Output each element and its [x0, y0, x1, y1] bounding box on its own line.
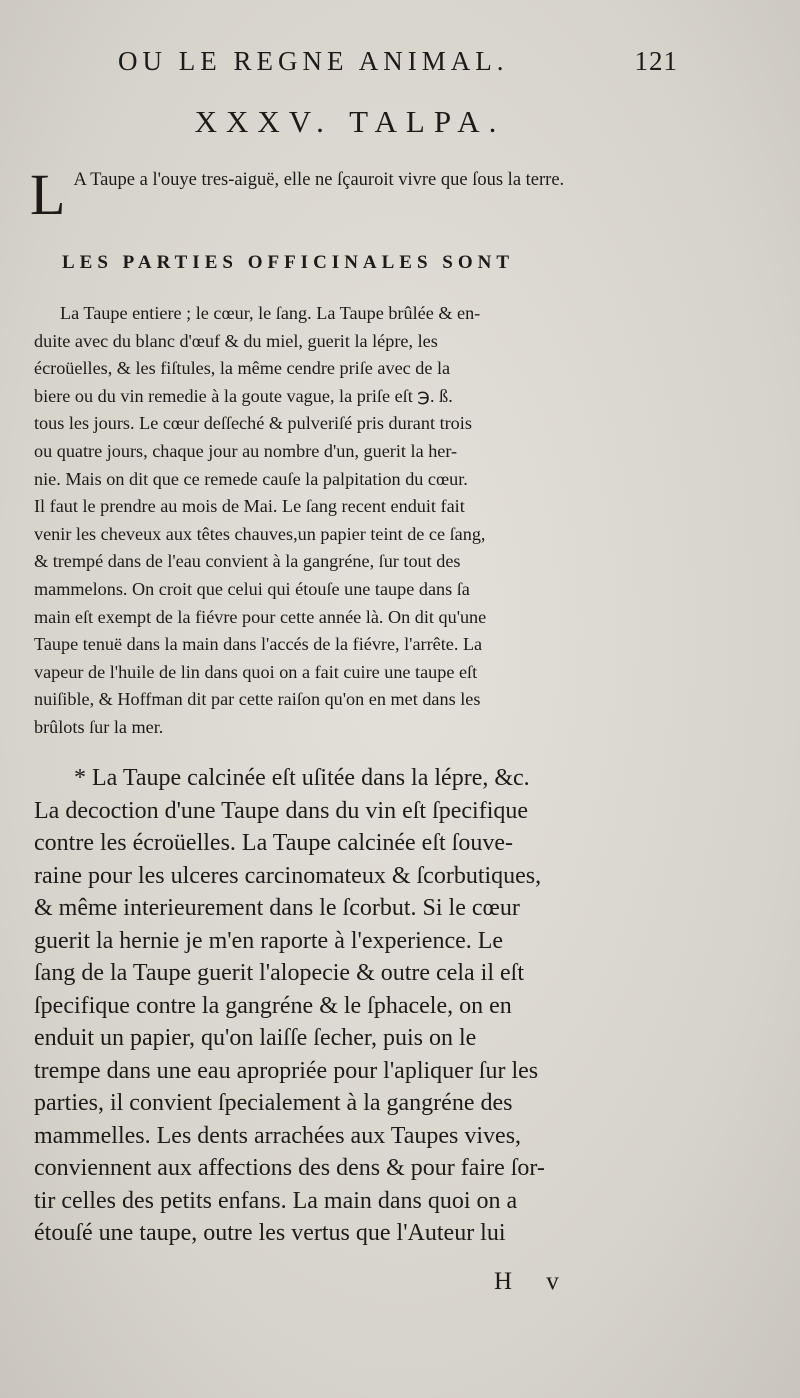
note-line: mammelles. Les dents arrachées aux Taupes vives, [34, 1122, 522, 1149]
text-line: biere ou du vin remedie à la goute vague, la priſe eſt ℈. ß. [34, 385, 453, 406]
translator-note [34, 762, 696, 1250]
note-line: tir celles des petits enfans. La main dans quoi on a [34, 1187, 518, 1214]
note-line: La decoction d'une Taupe dans du vin eſt ſpecifique [34, 797, 529, 824]
note-line: enduit un papier, qu'on laiſſe ſecher, puis on le [34, 1025, 477, 1051]
text-line: main eſt exempt de la fiévre pour cette année là. On dit qu'une [34, 606, 487, 627]
note-line: ſang de la Taupe guerit l'alopecie & outre cela il eſt [34, 960, 524, 986]
note-line: raine pour les ulceres carcinomateux & ſcorbutiques, [34, 862, 542, 889]
drop-cap: L [30, 162, 66, 227]
intro-text: A Taupe a l'ouye tres-aiguë, elle ne ſçauroit vivre que ſous la terre. [73, 170, 565, 190]
chapter-title: XXXV. TALPA. [194, 104, 506, 139]
text-line: tous les jours. Le cœur deſſeché & pulveriſé pris durant trois [34, 413, 472, 434]
note-line: trempe dans une eau apropriée pour l'apliquer ſur les [34, 1057, 539, 1084]
note-line: parties, il convient ſpecialement à la gangréne des [34, 1090, 513, 1116]
page-number: 121 [634, 46, 678, 76]
text-line: duite avec du blanc d'œuf & du miel, guerit la lépre, les [34, 330, 438, 351]
text-line: La Taupe entiere ; le cœur, le ſang. La Taupe brûlée & en- [60, 303, 481, 323]
running-title: OU LE REGNE ANIMAL. [118, 46, 509, 76]
main-paragraph [34, 300, 682, 742]
text-line: ou quatre jours, chaque jour au nombre d'un, guerit la her- [34, 440, 458, 461]
catchword: H v [494, 1268, 573, 1295]
note-line: étouſé une taupe, outre les vertus que l'Auteur lui [34, 1220, 506, 1246]
text-line: brûlots ſur la mer. [34, 716, 164, 737]
text-line: venir les cheveux aux têtes chauves,un papier teint de ce ſang, [34, 523, 486, 544]
text-line: Il faut le prendre au mois de Mai. Le ſang recent enduit fait [34, 496, 465, 517]
text-line: nie. Mais on dit que ce remede cauſe la palpitation du cœur. [34, 468, 468, 489]
note-line: * La Taupe calcinée eſt uſitée dans la lépre, &c. [74, 765, 530, 791]
note-line: conviennent aux affections des dens & pour faire ſor- [34, 1155, 545, 1181]
intro-paragraph [30, 162, 680, 227]
text-line: & trempé dans de l'eau convient à la gangréne, ſur tout des [34, 551, 461, 572]
note-line: ſpecifique contre la gangréne & le ſphacele, on en [34, 992, 512, 1019]
text-line: écroüelles, & les fiſtules, la même cendre priſe avec de la [34, 358, 451, 379]
text-line: nuiſible, & Hoffman dit par cette raiſon qu'on en met dans les [34, 689, 481, 710]
running-head [118, 46, 678, 86]
text-line: vapeur de l'huile de lin dans quoi on a fait cuire une taupe eſt [34, 661, 478, 682]
note-line: guerit la hernie je m'en raporte à l'experience. Le [34, 927, 504, 954]
note-line: & même interieurement dans le ſcorbut. Si le cœur [34, 895, 520, 921]
text-line: mammelons. On croit que celui qui étouſe une taupe dans ſa [34, 578, 470, 599]
text-line: Taupe tenuë dans la main dans l'accés de la fiévre, l'arrête. La [34, 634, 483, 655]
note-line: contre les écroüelles. La Taupe calcinée eſt ſouve- [34, 830, 513, 856]
section-heading: LES PARTIES OFFICINALES SONT [62, 252, 515, 273]
